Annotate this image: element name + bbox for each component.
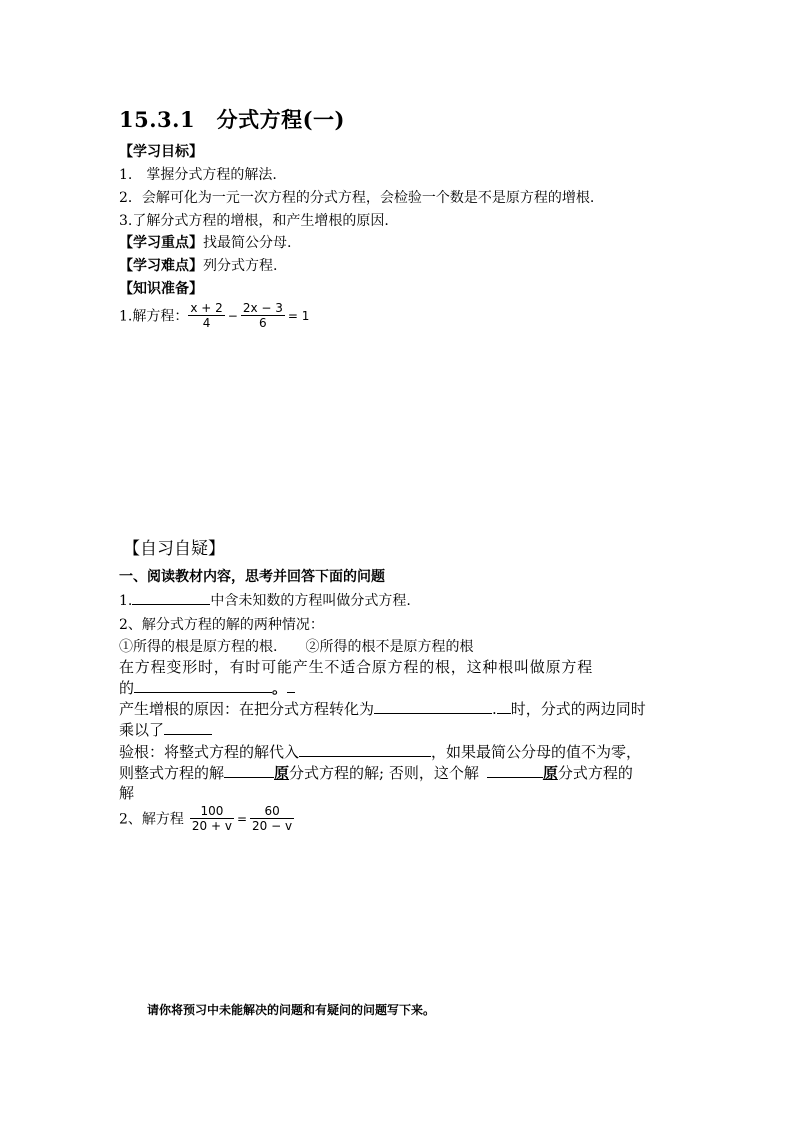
- fraction-4-denominator: 20 − v: [252, 819, 293, 833]
- line-f-3: 分式方程的: [557, 764, 633, 782]
- line-f-bold-1: 原: [274, 764, 290, 782]
- line-e-suffix: ，如果最简公分母的值不为零，: [431, 743, 642, 761]
- prep-q1-label: 1.解方程：: [119, 308, 189, 325]
- prep-heading: 【知识准备】: [119, 281, 203, 297]
- cause-line: [119, 698, 646, 719]
- fraction-4-numerator: 60: [250, 804, 294, 819]
- line-f-1: 则整式方程的解: [119, 764, 225, 782]
- blank-4[interactable]: [164, 720, 212, 735]
- multiply-line: [119, 719, 212, 740]
- blank-5[interactable]: [299, 742, 431, 757]
- goal-item-3: 3.了解分式方程的增根，和产生增根的原因.: [119, 213, 389, 229]
- fraction-4: [250, 804, 294, 833]
- section-1-heading: 一、阅读教材内容，思考并回答下面的问题: [119, 569, 385, 585]
- verify-result-line: [119, 762, 633, 783]
- blank-3-tail: [497, 699, 511, 714]
- blank-3[interactable]: [374, 699, 492, 714]
- verify-line: [119, 741, 641, 762]
- minus-sign: −: [227, 308, 238, 323]
- equation-rhs: = 1: [287, 308, 310, 323]
- cases-line: [119, 636, 473, 656]
- line-b-prefix: 的: [119, 679, 135, 697]
- goals-heading: 【学习目标】: [119, 144, 203, 160]
- fraction-3-denominator: 20 + v: [191, 819, 232, 833]
- case-2: ②所得的根不是原方程的根: [305, 639, 474, 655]
- line-e-prefix: 验根：将整式方程的解代入: [119, 743, 300, 761]
- blank-1[interactable]: [132, 590, 210, 605]
- line-b-suffix: 。: [272, 679, 288, 697]
- fill-q1-suffix: 中含未知数的方程叫做分式方程.: [210, 593, 411, 609]
- case-1: ①所得的根是原方程的根.: [119, 639, 278, 655]
- fraction-2-denominator: 6: [259, 316, 267, 330]
- footer-note: 请你将预习中未能解决的问题和有疑问的问题写下来。: [147, 1003, 436, 1017]
- blank-7[interactable]: [487, 763, 543, 778]
- key-point-text: 找最简公分母.: [203, 235, 292, 251]
- page-title: 15.3.1 分式方程(一): [119, 107, 345, 132]
- question-3: [119, 804, 294, 833]
- line-d-prefix: 乘以了: [119, 721, 165, 739]
- fill-question-1: [119, 590, 411, 610]
- fraction-1: [188, 301, 224, 330]
- blank-6[interactable]: [224, 763, 274, 778]
- line-f-2: 分式方程的解; 否则，这个解: [289, 764, 479, 782]
- fraction-3-numerator: 100: [190, 804, 234, 819]
- prep-question-1: [119, 301, 312, 330]
- line-f-bold-2: 原: [542, 764, 558, 782]
- key-point-line: [119, 232, 291, 252]
- fraction-1-numerator: x + 2: [190, 301, 223, 315]
- extraneous-root-blank-line: [119, 677, 295, 698]
- line-c-suffix: 时，分式的两边同时: [510, 700, 646, 718]
- verify-result-line-end: 解: [119, 784, 135, 802]
- fraction-2: [241, 301, 285, 330]
- q3-label: 2、解方程: [119, 811, 184, 828]
- equals-sign: =: [236, 811, 248, 826]
- fraction-1-denominator: 4: [202, 316, 211, 330]
- fill-q1-prefix: 1.: [119, 593, 133, 609]
- self-study-heading: 【自习自疑】: [123, 539, 225, 559]
- question-2-heading: 2、解分式方程的解的两种情况：: [119, 617, 324, 633]
- extraneous-root-line: 在方程变形时，有时可能产生不适合原方程的根，这种根叫做原方程: [119, 658, 594, 676]
- key-point-heading: 【学习重点】: [119, 235, 203, 251]
- line-c-prefix: 产生增根的原因：在把分式方程转化为: [119, 700, 375, 718]
- difficulty-text: 列分式方程.: [203, 258, 278, 274]
- blank-2-tail: [287, 678, 295, 693]
- goal-item-1: 1. 掌握分式方程的解法.: [119, 167, 277, 183]
- line-c-mid: .: [492, 700, 497, 718]
- difficulty-line: [119, 255, 277, 275]
- goal-item-2: 2．会解可化为一元一次方程的分式方程，会检验一个数是不是原方程的增根.: [119, 190, 595, 206]
- difficulty-heading: 【学习难点】: [119, 258, 203, 274]
- fraction-2-numerator: 2x − 3: [242, 301, 283, 315]
- fraction-3: [190, 804, 234, 833]
- blank-2[interactable]: [134, 678, 272, 693]
